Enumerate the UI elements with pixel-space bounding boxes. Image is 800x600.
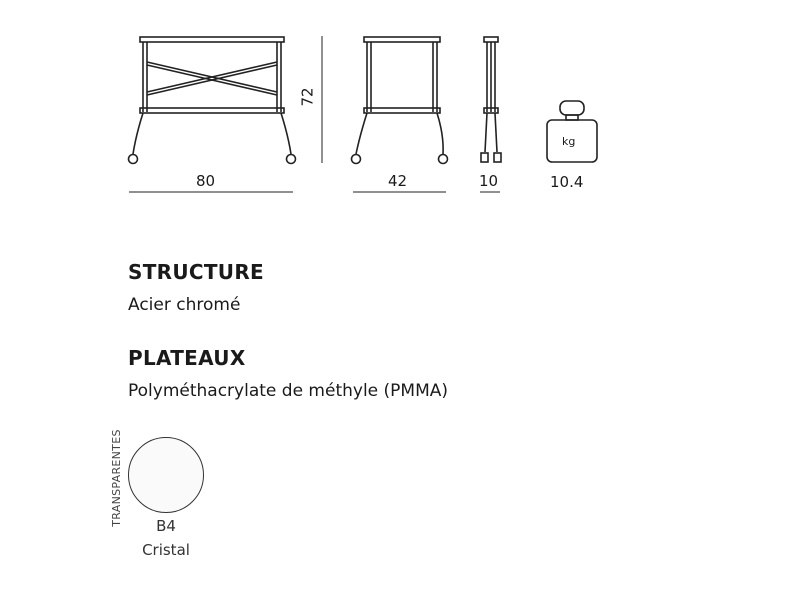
- plateaux-heading: PLATEAUX: [128, 346, 246, 370]
- width-dimension-value: 80: [196, 172, 216, 190]
- structure-heading: STRUCTURE: [128, 260, 265, 284]
- profile-view-drawing: [481, 37, 501, 162]
- weight-value: 10.4: [550, 173, 584, 191]
- structure-value: Acier chromé: [128, 295, 241, 315]
- height-dimension-value: 72: [298, 87, 317, 107]
- depth-dimension-value: 42: [388, 172, 408, 190]
- plateaux-value: Polyméthacrylate de méthyle (PMMA): [128, 381, 449, 401]
- thickness-dimension-value: 10: [479, 172, 499, 190]
- finish-group-label: TRANSPARENTES: [110, 429, 123, 527]
- finish-swatch-cristal: [128, 437, 204, 513]
- finish-code: B4: [156, 517, 176, 535]
- front-view-drawing: [129, 37, 296, 164]
- weight-unit-label: kg: [562, 135, 576, 148]
- side-view-drawing: [352, 37, 448, 164]
- finish-name: Cristal: [142, 541, 190, 559]
- weight-icon: [547, 101, 597, 162]
